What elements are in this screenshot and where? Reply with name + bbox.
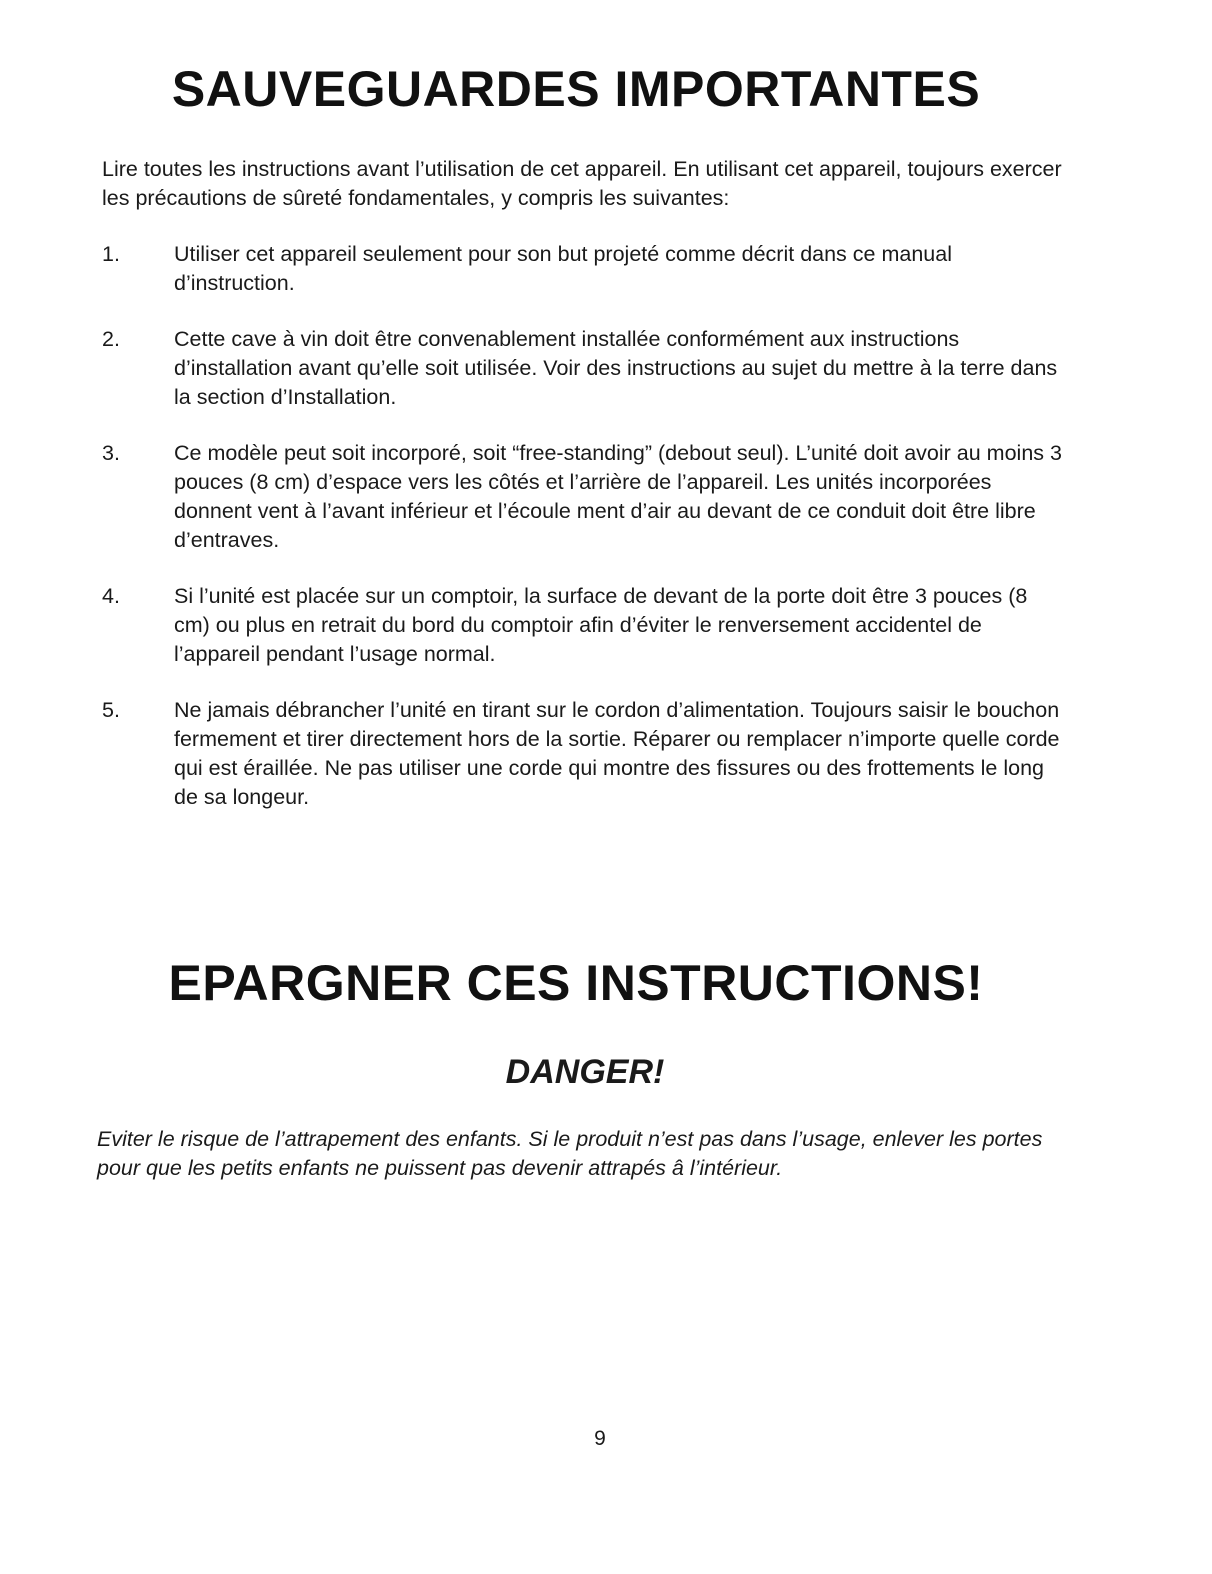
item-text: Utiliser cet appareil seulement pour son but projeté comme décrit dans ce manual d’instruction. [174, 242, 952, 295]
list-item [102, 696, 1062, 812]
list-item [102, 582, 1062, 669]
intro-paragraph: Lire toutes les instructions avant l’utilisation de cet appareil. En utilisant cet appareil, toujours exercer les précautions de sûreté fondamentales, y compris les suivantes: [102, 157, 1062, 210]
item-number: 2. [102, 327, 120, 351]
danger-warning-text: Eviter le risque de l’attrapement des enfants. Si le produit n’est pas dans l’usage, enlever les portes pour que les petits enfants ne puissent pas devenir attrapés â l’intérieur. [97, 1127, 1043, 1180]
list-item [102, 325, 1062, 412]
item-number: 1. [102, 242, 120, 266]
page-number: 9 [594, 1427, 606, 1450]
item-number: 3. [102, 441, 120, 465]
save-instructions-title: EPARGNER CES INSTRUCTIONS! [168, 955, 984, 1011]
danger-heading: DANGER! [505, 1053, 665, 1091]
item-number: 4. [102, 584, 120, 608]
list-item [102, 240, 1062, 298]
item-text: Ce modèle peut soit incorporé, soit “free-standing” (debout seul). L’unité doit avoir au moins 3 pouces (8 cm) d’espace vers les côtés et l’arrière de l’appareil. Les unités incorporées donnent vent à l’avant inférieur et l’écoule ment d’air au devant de ce conduit doit être libre d’entraves. [174, 441, 1062, 552]
list-item [102, 439, 1062, 555]
item-text: Si l’unité est placée sur un comptoir, la surface de devant de la porte doit être 3 pouces (8 cm) ou plus en retrait du bord du comptoir afin d’éviter le renversement accidentel de l’appareil pendant l’usage normal. [174, 584, 1028, 666]
page-title: SAUVEGUARDES IMPORTANTES [171, 61, 981, 117]
item-text: Cette cave à vin doit être convenablement installée conformément aux instructions d’installation avant qu’elle soit utilisée. Voir des instructions au sujet du mettre à la terre dans la section d’Installation. [174, 327, 1058, 409]
item-text: Ne jamais débrancher l’unité en tirant sur le cordon d’alimentation. Toujours saisir le bouchon fermement et tirer directement hors de la sortie. Réparer ou remplacer n’importe quelle corde qui est éraillée. Ne pas utiliser une corde qui montre des fissures ou des frottements le long de sa longeur. [174, 698, 1060, 809]
item-number: 5. [102, 698, 120, 722]
safeguards-list [102, 240, 1062, 839]
